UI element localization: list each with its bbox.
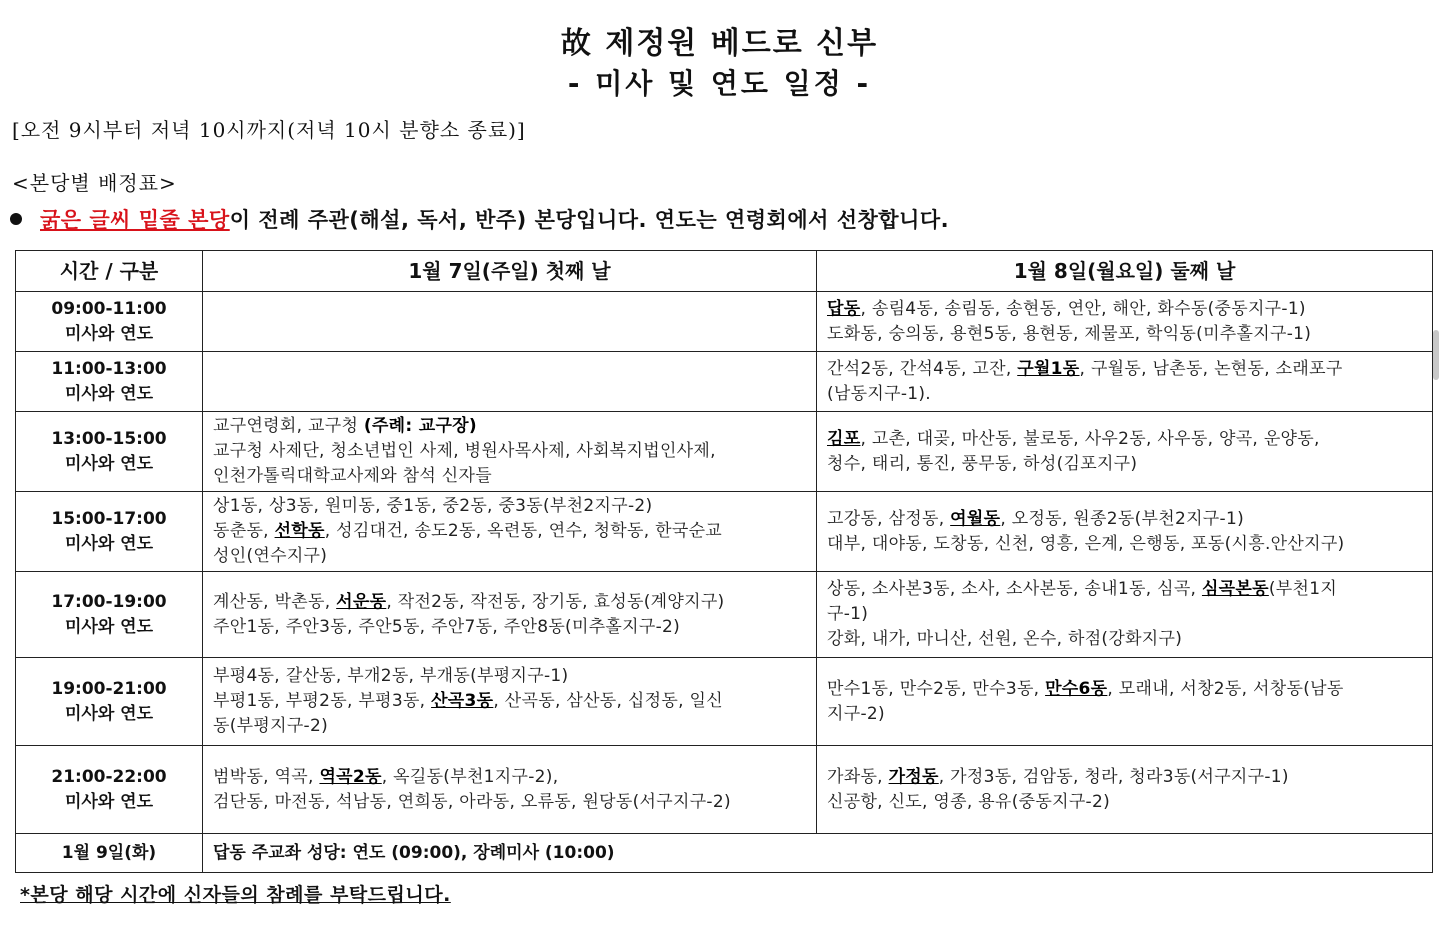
- parish-cell-day1: [203, 658, 817, 746]
- final-row: [16, 834, 1433, 873]
- time-range: 13:00-15:00: [51, 428, 167, 449]
- slot-label: 미사와 연도: [64, 323, 154, 344]
- parish-text: , 옥길동(부천1지구-2),: [381, 766, 559, 787]
- parish-line: [213, 439, 806, 464]
- time-cell: [16, 658, 203, 746]
- parish-text: 간석2동, 간석4동, 고잔,: [827, 358, 1018, 379]
- parish-text: 도화동, 숭의동, 용현5동, 용현동, 제물포, 학익동(미추홀지구-1): [827, 323, 1312, 344]
- host-parish: 구월1동: [1017, 358, 1080, 379]
- time-cell: [16, 412, 203, 492]
- parish-text: 주안1동, 주안3동, 주안5동, 주안7동, 주안8동(미추홀지구-2): [213, 616, 681, 637]
- parish-line: [827, 577, 1422, 602]
- parish-line: [213, 494, 806, 519]
- parish-text: 교구청 사제단, 청소년법인 사제, 병원사목사제, 사회복지법인사제,: [213, 441, 716, 461]
- time-cell: [16, 292, 203, 352]
- parish-line: [213, 590, 806, 615]
- parish-text: 성인(연수지구): [213, 546, 328, 566]
- host-parish: 김포: [827, 428, 861, 449]
- parish-cell-day2: [817, 746, 1433, 834]
- parish-line: [827, 765, 1422, 790]
- parish-line: [213, 615, 806, 640]
- parish-line: [827, 507, 1422, 532]
- parish-text: 인천가톨릭대학교사제와 참석 신자들: [213, 466, 492, 486]
- parish-cell-day1: [203, 352, 817, 412]
- time-cell: [16, 572, 203, 658]
- table-label: <본당별 배정표>: [12, 171, 177, 195]
- parish-text: 범박동, 역곡,: [213, 766, 320, 787]
- parish-text: , 가정3동, 검암동, 청라, 청라3동(서구지구-1): [938, 766, 1289, 787]
- parish-line: [213, 519, 806, 544]
- schedule-body: [16, 292, 1433, 834]
- host-parish: 여월동: [950, 508, 1001, 529]
- parish-text: , 구월동, 남촌동, 논현동, 소래포구: [1079, 358, 1343, 379]
- slot-label: 미사와 연도: [64, 791, 154, 812]
- host-parish: 선학동: [274, 521, 325, 541]
- parish-line: [213, 464, 806, 489]
- parish-text: 청수, 태리, 통진, 풍무동, 하성(김포지구): [827, 453, 1138, 474]
- parish-cell-day2: [817, 572, 1433, 658]
- parish-text: (부천1지: [1268, 579, 1338, 599]
- scrollbar[interactable]: [1433, 330, 1439, 380]
- table-row: [16, 412, 1433, 492]
- page-subtitle: - 미사 및 연도 일정 -: [567, 67, 872, 100]
- footnote: *본당 해당 시간에 신자들의 참례를 부탁드립니다.: [20, 884, 451, 906]
- parish-text: 동(부평지구-2): [213, 716, 329, 736]
- parish-line: [827, 702, 1422, 727]
- time-range: 09:00-11:00: [51, 298, 167, 319]
- parish-text: 계산동, 박촌동,: [213, 591, 337, 612]
- parish-line: [827, 532, 1422, 557]
- parish-line: [827, 427, 1422, 452]
- host-parish: 만수6동: [1045, 678, 1108, 699]
- bullet-icon: [10, 213, 22, 225]
- parish-text: 가좌동,: [827, 766, 889, 787]
- time-range: 19:00-21:00: [51, 678, 167, 699]
- notice-highlight: 굵은 글씨 밑줄 본당: [40, 208, 230, 232]
- slot-label: 미사와 연도: [64, 703, 154, 724]
- parish-text: , 작전2동, 작전동, 장기동, 효성동(계양지구): [386, 591, 725, 612]
- final-date: 1월 9일(화): [16, 834, 203, 873]
- time-range: 17:00-19:00: [51, 591, 167, 612]
- parish-cell-day1: [203, 572, 817, 658]
- final-text: 답동 주교좌 성당: 연도 (09:00), 장례미사 (10:00): [203, 834, 1433, 873]
- parish-cell-day1: [203, 292, 817, 352]
- parish-cell-day2: [817, 412, 1433, 492]
- time-range: 11:00-13:00: [51, 358, 167, 379]
- host-parish: 산곡3동: [431, 691, 494, 711]
- parish-text: 강화, 내가, 마니산, 선원, 온수, 하점(강화지구): [827, 629, 1183, 649]
- parish-text: 부평4동, 갈산동, 부개2동, 부개동(부평지구-1): [213, 666, 569, 686]
- table-row: [16, 658, 1433, 746]
- parish-text: 부평1동, 부평2동, 부평3동,: [213, 691, 432, 711]
- parish-text: 상동, 소사본3동, 소사, 소사본동, 송내1동, 심곡,: [827, 579, 1202, 599]
- parish-text: 동춘동,: [213, 521, 275, 541]
- page-title: 故 제정원 베드로 신부: [560, 26, 879, 61]
- parish-text: 대부, 대야동, 도창동, 신천, 영흥, 은계, 은행동, 포동(시흥.안산지구): [827, 533, 1345, 554]
- parish-line: [213, 790, 806, 815]
- parish-cell-day2: [817, 658, 1433, 746]
- parish-text: 검단동, 마전동, 석남동, 연희동, 아라동, 오류동, 원당동(서구지구-2): [213, 791, 731, 812]
- header-row: [16, 251, 1433, 292]
- parish-text: , 모래내, 서창2동, 서창동(남동: [1107, 678, 1344, 699]
- parish-line: [213, 664, 806, 689]
- parish-text: 상1동, 상3동, 원미동, 중1동, 중2동, 중3동(부천2지구-2): [213, 496, 653, 516]
- parish-line: [827, 297, 1422, 322]
- notice-line: [10, 204, 949, 234]
- host-parish: 답동: [827, 298, 861, 319]
- parish-text: , 고촌, 대곶, 마산동, 불로동, 사우2동, 사우동, 양곡, 운양동,: [860, 428, 1320, 449]
- parish-line: [213, 414, 806, 439]
- host-parish: 서운동: [336, 591, 387, 612]
- header-day2: 1월 8일(월요일) 둘째 날: [817, 251, 1433, 292]
- header-time: 시간 / 구분: [16, 251, 203, 292]
- slot-label: 미사와 연도: [64, 383, 154, 404]
- parish-text: , 산곡동, 삼산동, 십정동, 일신: [493, 691, 723, 711]
- notice-text: 이 전례 주관(해설, 독서, 반주) 본당입니다. 연도는 연령회에서 선창합니다.: [229, 208, 950, 232]
- parish-text: , 성김대건, 송도2동, 옥련동, 연수, 청학동, 한국순교: [324, 521, 723, 541]
- parish-text: 구-1): [827, 604, 869, 624]
- table-row: [16, 492, 1433, 572]
- hours-note: [오전 9시부터 저녁 10시까지(저녁 10시 분향소 종료)]: [12, 118, 526, 142]
- parish-text: 교구연령회, 교구청: [213, 416, 364, 436]
- time-cell: [16, 352, 203, 412]
- parish-cell-day1: [203, 492, 817, 572]
- parish-line: [827, 790, 1422, 815]
- parish-text: 고강동, 삼정동,: [827, 508, 951, 529]
- host-parish: 역곡2동: [319, 766, 382, 787]
- parish-line: [827, 452, 1422, 477]
- parish-cell-day2: [817, 492, 1433, 572]
- parish-line: [827, 677, 1422, 702]
- parish-cell-day2: [817, 292, 1433, 352]
- parish-line: [213, 689, 806, 714]
- table-row: [16, 572, 1433, 658]
- slot-label: 미사와 연도: [64, 533, 154, 554]
- time-range: 15:00-17:00: [51, 508, 167, 529]
- host-parish: 심곡본동: [1201, 579, 1269, 599]
- schedule-table: [15, 250, 1433, 873]
- parish-cell-day1: [203, 412, 817, 492]
- parish-text: , 송림4동, 송림동, 송현동, 연안, 해안, 화수동(중동지구-1): [860, 298, 1306, 319]
- parish-text: 만수1동, 만수2동, 만수3동,: [827, 678, 1046, 699]
- parish-text: 신공항, 신도, 영종, 용유(중동지구-2): [827, 791, 1111, 812]
- table-row: [16, 352, 1433, 412]
- table-row: [16, 292, 1433, 352]
- parish-line: [827, 627, 1422, 652]
- time-cell: [16, 746, 203, 834]
- slot-label: 미사와 연도: [64, 616, 154, 637]
- parish-line: [827, 382, 1422, 407]
- parish-text: 지구-2): [827, 703, 885, 724]
- parish-text: , 오정동, 원종2동(부천2지구-1): [1000, 508, 1245, 529]
- parish-line: [827, 322, 1422, 347]
- slot-label: 미사와 연도: [64, 453, 154, 474]
- parish-line: [827, 357, 1422, 382]
- parish-line: [213, 765, 806, 790]
- celebrant-note: (주례: 교구장): [363, 416, 477, 436]
- header-day1: 1월 7일(주일) 첫째 날: [203, 251, 817, 292]
- parish-line: [213, 544, 806, 569]
- parish-cell-day1: [203, 746, 817, 834]
- parish-cell-day2: [817, 352, 1433, 412]
- parish-line: [213, 714, 806, 739]
- parish-line: [827, 602, 1422, 627]
- time-cell: [16, 492, 203, 572]
- parish-text: (남동지구-1).: [827, 383, 932, 404]
- time-range: 21:00-22:00: [51, 766, 167, 787]
- host-parish: 가정동: [888, 766, 939, 787]
- table-row: [16, 746, 1433, 834]
